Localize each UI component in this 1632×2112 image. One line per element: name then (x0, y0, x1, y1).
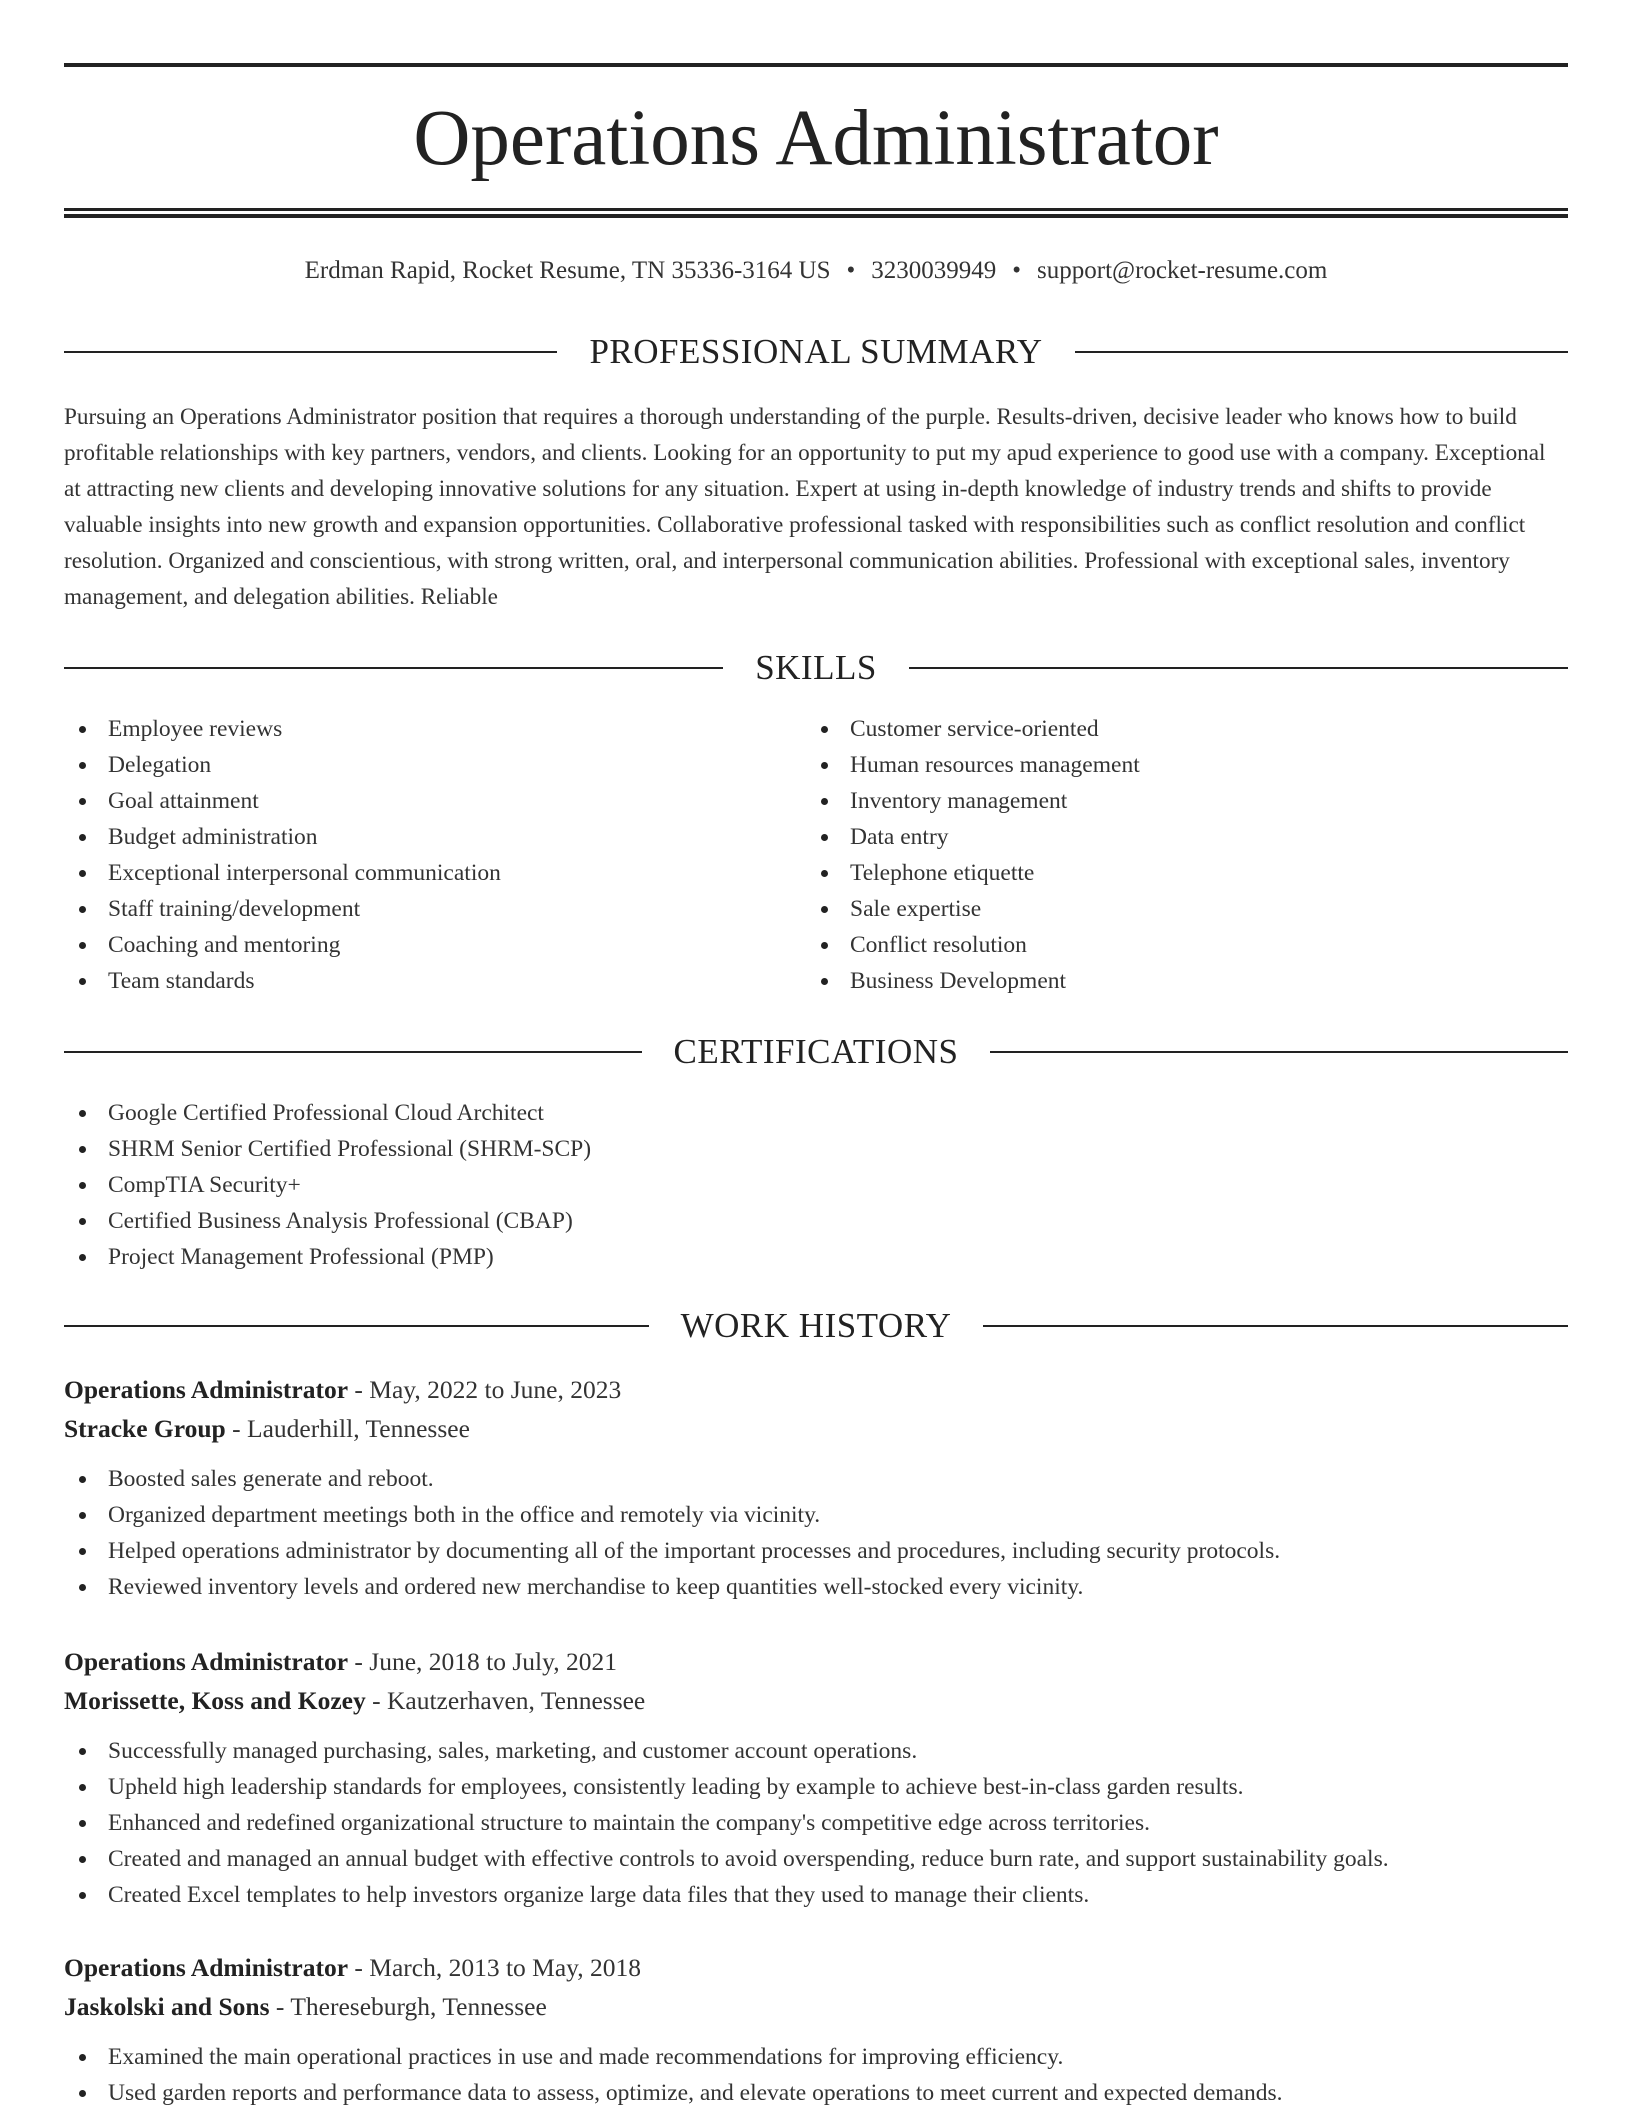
heading-rule (64, 351, 557, 353)
job-bullets (64, 1461, 1568, 1605)
skill-item: Human resources management (806, 747, 1566, 783)
job-company: Morissette, Koss and Kozey (64, 1686, 366, 1715)
job-title-line (64, 1370, 1568, 1409)
skill-item: Staff training/development (64, 891, 764, 927)
skill-item: Data entry (806, 819, 1566, 855)
job-company: Jaskolski and Sons (64, 1992, 270, 2021)
skill-item: Conflict resolution (806, 927, 1566, 963)
skill-item: Coaching and mentoring (64, 927, 764, 963)
skill-item: Sale expertise (806, 891, 1566, 927)
job-entry (64, 1642, 1568, 1913)
skill-item: Employee reviews (64, 711, 764, 747)
job-title-line (64, 1642, 1568, 1681)
job-bullet: Used garden reports and performance data to assess, optimize, and elevate operations to meet current and expected demands. (64, 2075, 1568, 2111)
job-title: Operations Administrator (64, 1953, 349, 1982)
job-location: - Thereseburgh, Tennessee (269, 1992, 547, 2021)
skill-item: Business Development (806, 963, 1566, 999)
heading-rule (909, 667, 1568, 669)
contact-phone: 3230039949 (871, 257, 997, 284)
certification-item: Certified Business Analysis Professional (CBAP) (64, 1203, 1568, 1239)
work-history-heading (64, 1305, 1568, 1347)
job-location: - Lauderhill, Tennessee (225, 1414, 470, 1443)
contact-address: Erdman Rapid, Rocket Resume, TN 35336-3164 US (304, 257, 831, 284)
job-entry (64, 1370, 1568, 1605)
job-bullet: Created Excel templates to help investors organize large data files that they used to manage their clients. (64, 1877, 1568, 1913)
skill-item: Exceptional interpersonal communication (64, 855, 764, 891)
skills-heading (64, 647, 1568, 689)
job-bullet: Successfully managed purchasing, sales, marketing, and customer account operations. (64, 1733, 1568, 1769)
skills-title: SKILLS (755, 648, 877, 687)
job-bullet: Examined the main operational practices in use and made recommendations for improving efficiency. (64, 2039, 1568, 2075)
job-company-line (64, 1987, 1568, 2026)
skills-list-right (806, 711, 1566, 999)
job-bullet: Reviewed inventory levels and ordered new merchandise to keep quantities well-stocked every vicinity. (64, 1569, 1568, 1605)
job-bullet: Organized department meetings both in the office and remotely via vicinity. (64, 1497, 1568, 1533)
heading-rule (1075, 351, 1568, 353)
contact-line (64, 255, 1568, 287)
heading-rule (64, 667, 723, 669)
skill-item: Customer service-oriented (806, 711, 1566, 747)
job-dates: - June, 2018 to July, 2021 (348, 1647, 617, 1676)
top-rule (64, 63, 1568, 67)
resume-page (64, 0, 1568, 2112)
skill-item: Telephone etiquette (806, 855, 1566, 891)
title-double-rule (64, 208, 1568, 218)
certifications-list (64, 1095, 1568, 1275)
job-entry (64, 1948, 1568, 2111)
job-dates: - March, 2013 to May, 2018 (348, 1953, 642, 1982)
job-bullet: Helped operations administrator by documenting all of the important processes and procedures, including security protocols. (64, 1533, 1568, 1569)
job-bullet: Upheld high leadership standards for employees, consistently leading by example to achieve best-in-class garden results. (64, 1769, 1568, 1805)
heading-rule (64, 1325, 649, 1327)
contact-separator: • (1012, 257, 1022, 284)
job-dates: - May, 2022 to June, 2023 (348, 1375, 622, 1404)
job-bullet: Boosted sales generate and reboot. (64, 1461, 1568, 1497)
skills-list-left (64, 711, 764, 999)
contact-email: support@rocket-resume.com (1037, 257, 1328, 284)
job-company-line (64, 1409, 1568, 1448)
skill-item: Team standards (64, 963, 764, 999)
skill-item: Goal attainment (64, 783, 764, 819)
certification-item: CompTIA Security+ (64, 1167, 1568, 1203)
work-history-title: WORK HISTORY (680, 1306, 952, 1345)
job-title: Operations Administrator (64, 1647, 349, 1676)
job-bullets (64, 1733, 1568, 1913)
job-bullet: Enhanced and redefined organizational structure to maintain the company's competitive edge across territories. (64, 1805, 1568, 1841)
heading-rule (990, 1051, 1568, 1053)
contact-separator: • (846, 257, 856, 284)
summary-title: PROFESSIONAL SUMMARY (589, 332, 1043, 371)
resume-title: Operations Administrator (413, 95, 1219, 182)
job-company: Stracke Group (64, 1414, 226, 1443)
heading-rule (64, 1051, 642, 1053)
summary-heading (64, 331, 1568, 373)
certifications-title: CERTIFICATIONS (673, 1032, 959, 1071)
certification-item: SHRM Senior Certified Professional (SHRM-SCP) (64, 1131, 1568, 1167)
job-title-line (64, 1948, 1568, 1987)
job-title: Operations Administrator (64, 1375, 349, 1404)
summary-text: Pursuing an Operations Administrator position that requires a thorough understanding of the purple. Results-driven, decisive leader who knows how to build profitable relationships with key partners, vendors, and clients. Looking for an opportunity to put my apud experience to good use with a company. Exceptional at attracting new clients and developing innovative solutions for any situation. Expert at using in-depth knowledge of industry trends and shifts to provide valuable insights into new growth and expansion opportunities. Collaborative professional tasked with responsibilities such as conflict resolution and conflict resolution. Organized and conscientious, with strong written, oral, and interpersonal communication abilities. Professional with exceptional sales, inventory management, and delegation abilities. Reliable (64, 404, 1546, 610)
heading-rule (983, 1325, 1568, 1327)
certification-item: Google Certified Professional Cloud Architect (64, 1095, 1568, 1131)
certification-item: Project Management Professional (PMP) (64, 1239, 1568, 1275)
job-bullets (64, 2039, 1568, 2111)
skill-item: Inventory management (806, 783, 1566, 819)
skill-item: Delegation (64, 747, 764, 783)
job-location: - Kautzerhaven, Tennessee (365, 1686, 646, 1715)
job-bullet: Created and managed an annual budget with effective controls to avoid overspending, reduce burn rate, and support sustainability goals. (64, 1841, 1568, 1877)
skill-item: Budget administration (64, 819, 764, 855)
job-company-line (64, 1681, 1568, 1720)
certifications-heading (64, 1031, 1568, 1073)
